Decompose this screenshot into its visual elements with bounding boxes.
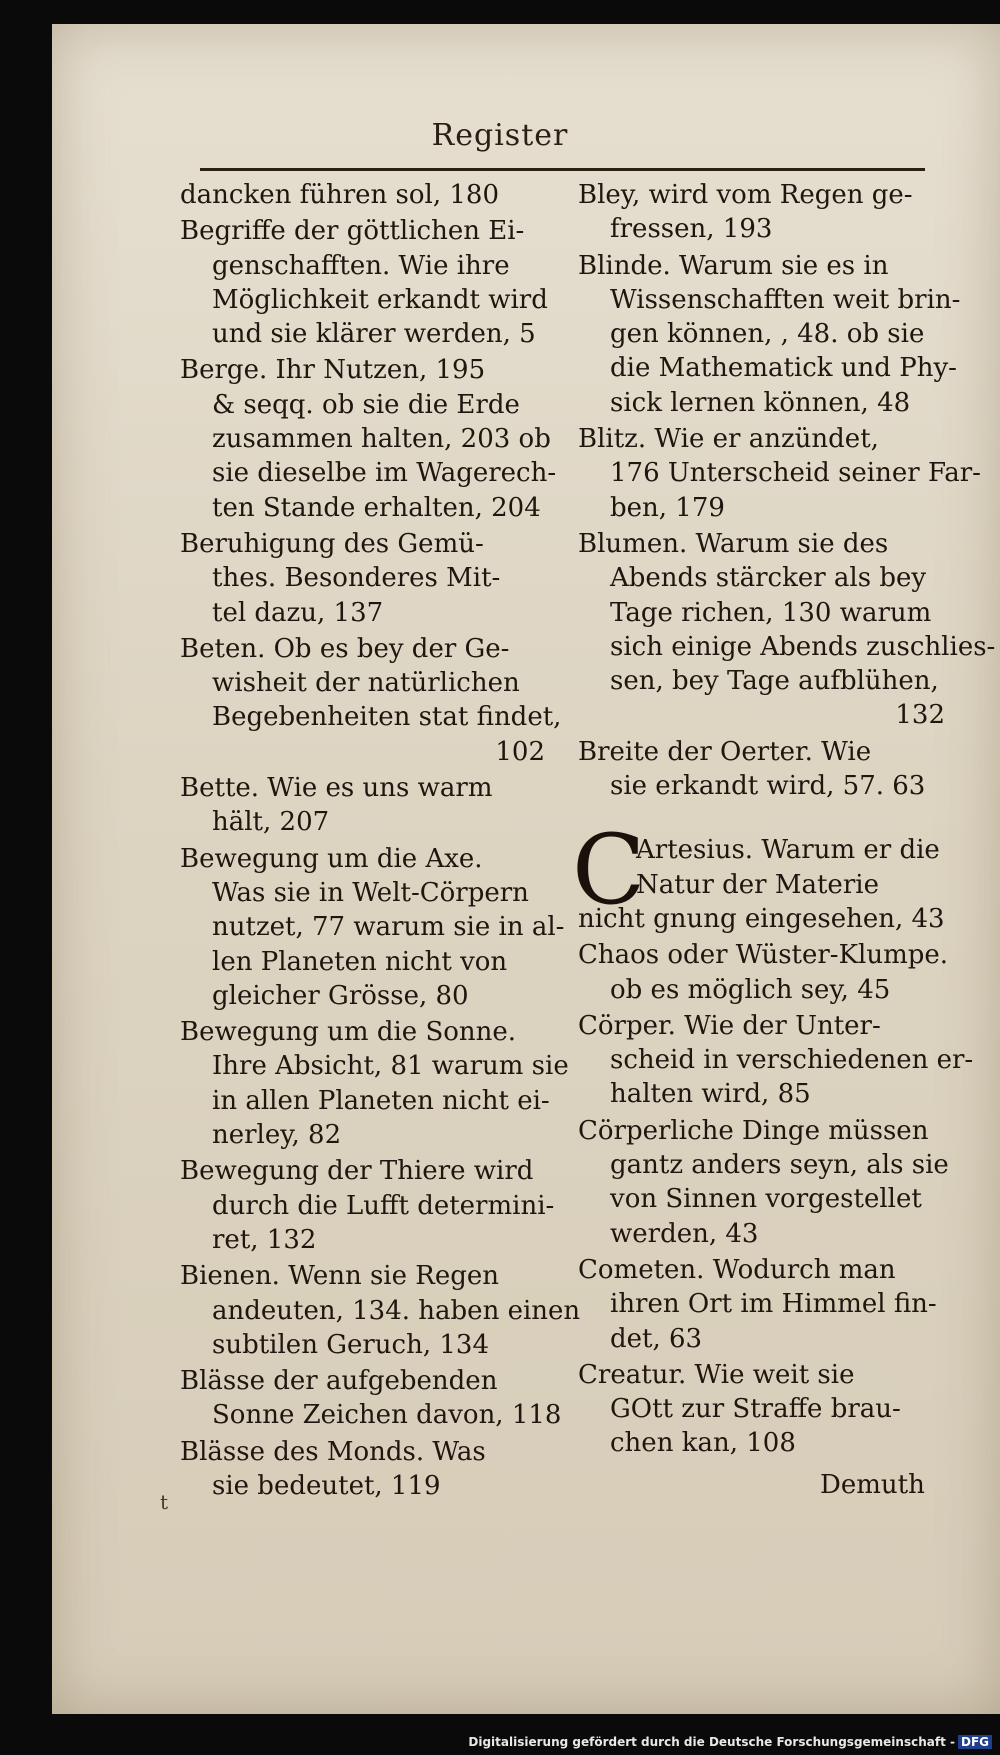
right-column	[572, 178, 996, 1463]
entry-line: Blinde. Warum sie es in	[578, 250, 889, 281]
entry-line: dancken führen sol, 180	[180, 180, 500, 210]
entry-line: hält, 207	[212, 807, 330, 838]
entry-line: Sonne Zeichen davon, 118	[212, 1400, 562, 1431]
index-entry	[578, 422, 981, 525]
index-entry	[180, 1015, 569, 1152]
entry-line: Bewegung um die Axe.	[180, 843, 483, 874]
entry-line: Wissenschafften weit brin-	[610, 284, 961, 315]
entry-line: werden, 43	[610, 1218, 759, 1249]
entry-line: Begriffe der göttlichen Ei-	[180, 216, 525, 247]
entry-line: Tage richen, 130 warum	[610, 597, 932, 628]
index-entry	[578, 178, 945, 247]
entry-line: Blässe des Monds. Was	[180, 1436, 486, 1467]
entry-line: Was sie in Welt-Cörpern	[212, 877, 529, 908]
entry-line: gen können, , 48. ob sie	[610, 319, 925, 350]
entry-line: chen kan, 108	[610, 1428, 796, 1459]
entry-line: genschafften. Wie ihre	[212, 250, 510, 281]
index-entry	[578, 938, 949, 1007]
footer-text: Digitalisierung gefördert durch die Deutsche Forschungsgemeinschaft -	[468, 1735, 955, 1749]
entry-line: 102	[495, 736, 545, 767]
entry-line: sick lernen können, 48	[610, 387, 911, 418]
entry-line: Chaos oder Wüster-Klumpe.	[578, 940, 949, 971]
index-entry	[180, 527, 545, 630]
entry-line: scheid in verschiedenen er-	[610, 1045, 974, 1076]
entry-line: andeuten, 134. haben einen	[212, 1295, 581, 1326]
index-entry	[578, 1253, 945, 1356]
index-entry	[180, 353, 557, 524]
entry-line: Begebenheiten stat findet,	[212, 702, 562, 733]
entry-line: Cometen. Wodurch man	[578, 1254, 896, 1285]
entry-line: Creatur. Wie weit sie	[578, 1359, 855, 1390]
entry-line: Bewegung der Thiere wird	[180, 1156, 534, 1187]
entry-line: und sie klärer werden, 5	[212, 319, 536, 350]
entry-line: Blässe der aufgebenden	[180, 1366, 498, 1397]
entry-line: in allen Planeten nicht ei-	[212, 1085, 550, 1116]
entry-line: sie bedeutet, 119	[212, 1470, 441, 1501]
entry-line: Berge. Ihr Nutzen, 195	[180, 355, 486, 386]
entry-line: Artesius. Warum er die	[636, 835, 940, 866]
index-entry	[180, 1435, 545, 1504]
entry-line: & seqq. ob sie die Erde	[212, 389, 520, 420]
index-entry	[578, 1009, 974, 1112]
entry-line: Bienen. Wenn sie Regen	[180, 1261, 500, 1292]
entry-line: sie dieselbe im Wagerech-	[212, 458, 557, 489]
entry-line: gleicher Grösse, 80	[212, 980, 469, 1011]
entry-line: tel dazu, 137	[212, 597, 384, 628]
header-rule	[200, 168, 925, 171]
entry-line: Natur der Materie	[636, 869, 879, 900]
entry-line: 176 Unterscheid seiner Far-	[610, 458, 981, 489]
entry-line: nicht gnung eingesehen, 43	[578, 903, 945, 934]
entry-line: Blumen. Warum sie des	[578, 528, 889, 559]
entry-line: len Planeten nicht von	[212, 946, 508, 977]
entry-line: wisheit der natürlichen	[212, 668, 520, 699]
index-entry	[180, 1364, 562, 1433]
entry-line: halten wird, 85	[610, 1079, 811, 1110]
entry-line: Möglichkeit erkandt wird	[212, 284, 548, 315]
entry-line: Bewegung um die Sonne.	[180, 1017, 517, 1048]
index-entry	[180, 842, 565, 1013]
left-column	[180, 178, 581, 1505]
entry-line: nerley, 82	[212, 1120, 342, 1151]
entry-line: ten Stande erhalten, 204	[212, 492, 541, 523]
entry-line: Bette. Wie es uns warm	[180, 773, 493, 804]
index-entry	[180, 178, 545, 212]
entry-line: sie erkandt wird, 57. 63	[610, 771, 926, 802]
entry-line: Abends stärcker als bey	[610, 563, 927, 594]
entry-line: Breite der Oerter. Wie	[578, 736, 872, 767]
entry-line: subtilen Geruch, 134	[212, 1329, 489, 1360]
entry-line: ben, 179	[610, 492, 725, 523]
entry-line: durch die Lufft determini-	[212, 1190, 555, 1221]
catchword: Demuth	[820, 1470, 925, 1500]
footer-credit	[468, 1735, 992, 1749]
entry-line: thes. Besonderes Mit-	[212, 563, 501, 594]
entry-line: sich einige Abends zuschlies-	[610, 631, 996, 662]
entry-line: Blitz. Wie er anzündet,	[578, 424, 879, 455]
entry-line: ret, 132	[212, 1224, 317, 1255]
marginal-mark: t	[160, 1490, 169, 1514]
entry-line: ob es möglich sey, 45	[610, 974, 891, 1005]
entry-line: Cörperliche Dinge müssen	[578, 1115, 929, 1146]
entry-line: 132	[895, 700, 945, 731]
index-entry	[180, 771, 545, 840]
index-entry	[578, 1358, 945, 1461]
page-header-title: Register	[431, 118, 569, 153]
entry-line: Bley, wird vom Regen ge-	[578, 180, 913, 210]
entry-line: det, 63	[610, 1323, 703, 1354]
index-entry	[180, 1154, 555, 1257]
dfg-logo-badge: DFG	[958, 1735, 992, 1749]
index-entry	[578, 527, 996, 733]
dropcap-letter: C	[572, 814, 646, 927]
index-entry	[578, 1114, 949, 1251]
index-entry	[572, 814, 945, 936]
index-entry	[578, 249, 961, 420]
entry-line: Beten. Ob es bey der Ge-	[180, 633, 510, 664]
entry-line: sen, bey Tage aufblühen,	[610, 666, 939, 697]
entry-line: GOtt zur Straffe brau-	[610, 1394, 901, 1425]
entry-line: von Sinnen vorgestellet	[610, 1184, 922, 1215]
entry-line: ihren Ort im Himmel fin-	[610, 1289, 937, 1320]
entry-line: Cörper. Wie der Unter-	[578, 1010, 881, 1041]
entry-line: fressen, 193	[610, 214, 773, 245]
entry-line: Ihre Absicht, 81 warum sie	[212, 1051, 569, 1082]
index-entry	[180, 214, 548, 351]
entry-line: Beruhigung des Gemü-	[180, 528, 484, 559]
entry-line: die Mathematick und Phy-	[610, 353, 957, 384]
entry-line: zusammen halten, 203 ob	[212, 424, 551, 455]
entry-line: gantz anders seyn, als sie	[610, 1150, 949, 1181]
entry-line: nutzet, 77 warum sie in al-	[212, 912, 565, 943]
index-entry	[578, 735, 945, 804]
index-entry	[180, 632, 562, 769]
index-entry	[180, 1259, 581, 1362]
